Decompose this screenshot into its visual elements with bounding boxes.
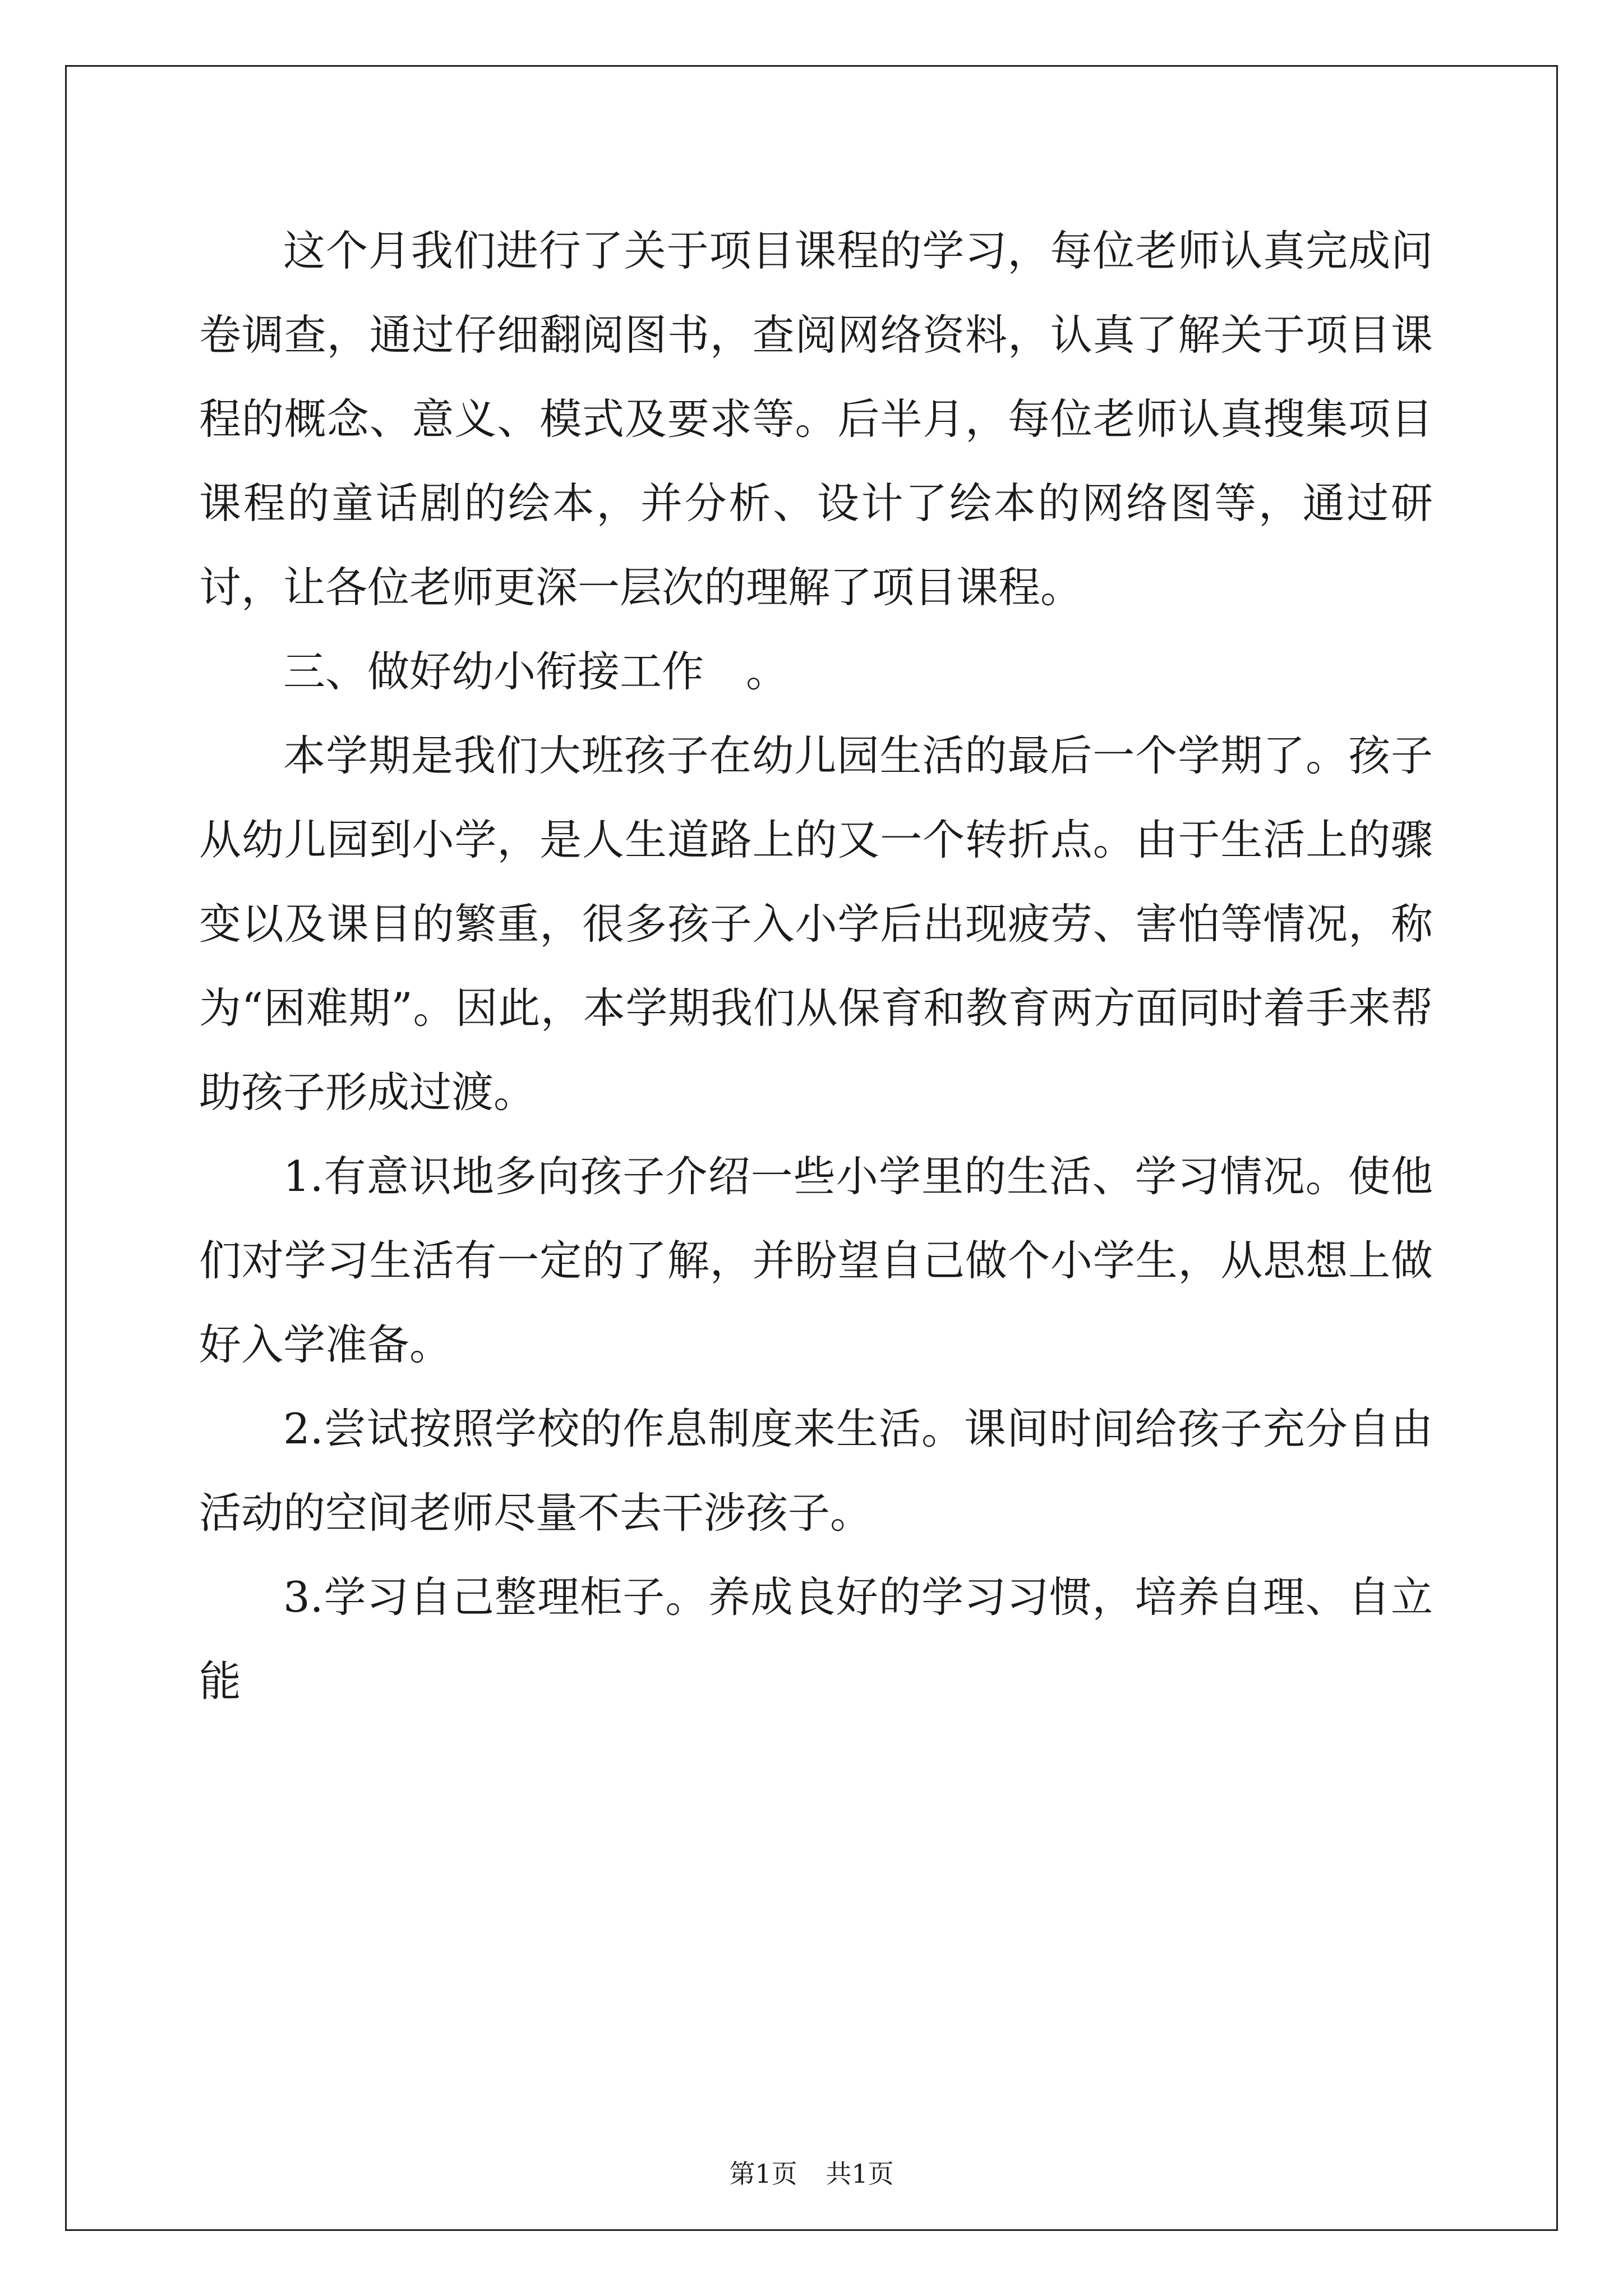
paragraph-4: 1.有意识地多向孩子介绍一些小学里的生活、学习情况。使他们对学习生活有一定的了解，并盼望自己做个小学生，从思想上做好入学准备。 — [199, 1152, 1433, 1369]
page-number: 第1页 — [729, 2159, 797, 2189]
document-body — [199, 209, 1433, 1723]
paragraph-3: 本学期是我们大班孩子在幼儿园生活的最后一个学期了。孩子从幼儿园到小学，是人生道路上的又一个转折点。由于生活上的骤变以及课目的繁重，很多孩子入小学后出现疲劳、害怕等情况，称为“困难期”。因此，本学期我们从保育和教育两方面同时着手来帮助孩子形成过渡。 — [199, 731, 1433, 1117]
paragraph-5: 2.尝试按照学校的作息制度来生活。课间时间给孩子充分自由活动的空间老师尽量不去干涉孩子。 — [199, 1404, 1433, 1538]
paragraph-1: 这个月我们进行了关于项目课程的学习，每位老师认真完成问卷调查，通过仔细翻阅图书，查阅网络资料，认真了解关于项目课程的概念、意义、模式及要求等。后半月，每位老师认真搜集项目课程的童话剧的绘本，并分析、设计了绘本的网络图等，通过研讨，让各位老师更深一层次的理解了项目课程。 — [199, 226, 1433, 612]
page-footer — [0, 2157, 1623, 2191]
page-total: 共1页 — [826, 2159, 894, 2189]
paragraph-2: 三、做好幼小衔接工作 。 — [283, 647, 789, 696]
paragraph-6: 3.学习自己整理柜子。养成良好的学习习惯，培养自理、自立能 — [199, 1572, 1433, 1706]
